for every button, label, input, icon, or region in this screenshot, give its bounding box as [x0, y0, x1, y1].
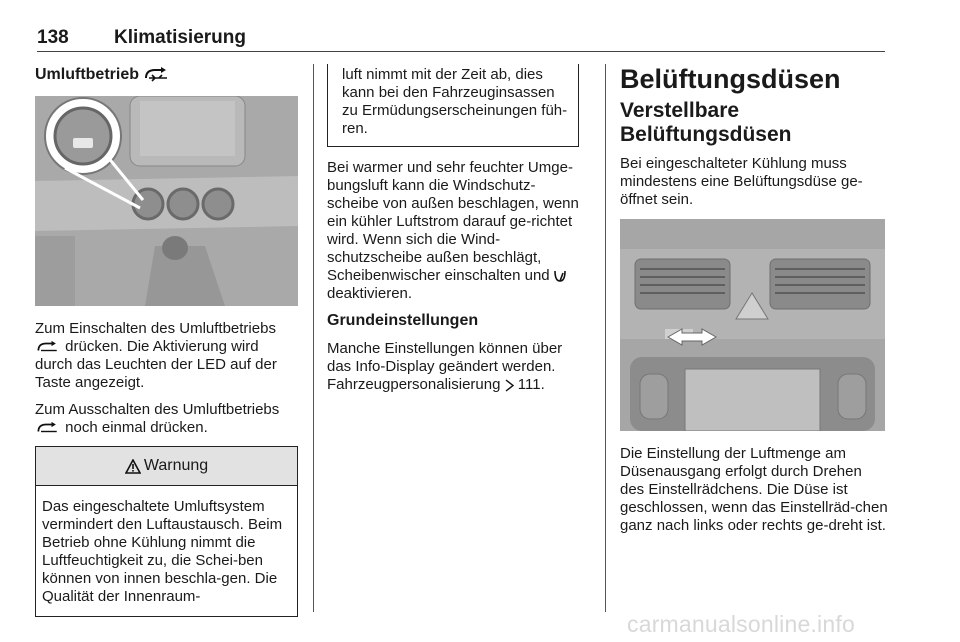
column-1 [35, 60, 298, 617]
warning-body: Das eingeschaltete Umluftsystem vermindert den Luftaustausch. Beim Betrieb ohne Kühlung nimmt die Luftfeuchtigkeit zu, die Schei-ben können von innen beschla-gen. Die Qualität der Innenraum- [42, 498, 283, 605]
recirculation-icon [35, 340, 61, 354]
paragraph: Bei warmer und sehr feuchter Umge-bungsluft kann die Windschutz-scheibe von außen beschlagen, wenn ein kühler Luftstrom darauf ge-richtet wird. Wenn sich die Wind-schutzscheibe außen beschlägt, Scheibenwischer einschalten und deaktivieren. [327, 159, 579, 302]
air-vents-illustration [620, 219, 885, 431]
paragraph: Zum Einschalten des Umluftbetriebs drücken. Die Aktivierung wird durch das Leuchten der LED auf der Taste angezeigt. [35, 320, 277, 391]
page-header [37, 27, 885, 52]
subsection-title: Verstellbare Belüftungsdüsen [620, 99, 792, 146]
section-heading-basic-settings: Grundeinstellungen [327, 312, 479, 329]
column-3 [620, 64, 888, 544]
column-divider [313, 64, 314, 612]
center-console-illustration [35, 96, 298, 306]
column-2 [327, 64, 579, 403]
page-number: 138 [37, 27, 69, 48]
paragraph: Manche Einstellungen können über das Info-Display geändert werden. Fahrzeugpersonalisierung 111. [327, 340, 563, 393]
air-vents-photo [620, 219, 885, 431]
page-reference-arrow-icon [505, 379, 514, 392]
paragraph: Die Einstellung der Luftmenge am Düsenausgang erfolgt durch Drehen des Einstellrädchens. Die Düse ist geschlossen, wenn das Einstellräd-chen ganz nach links oder rechts ge-dreht ist. [620, 445, 888, 534]
dashboard-controls-photo [35, 96, 298, 306]
windscreen-wiper-icon [554, 269, 566, 283]
warning-box [35, 446, 298, 617]
recirculation-icon [35, 421, 61, 435]
watermark: carmanualsonline.info [627, 611, 855, 637]
column-divider [605, 64, 606, 612]
section-title: Belüftungsdüsen [620, 64, 841, 94]
warning-title: Warnung [143, 457, 209, 474]
recirculation-icon [143, 66, 171, 82]
section-heading-recirculation: Umluftbetrieb [35, 66, 298, 84]
warning-triangle-icon [125, 459, 141, 474]
warning-box-continued: luft nimmt mit der Zeit ab, dies kann bei den Fahrzeuginsassen zu Ermüdungserscheinungen füh-ren. [327, 64, 579, 147]
warning-header [36, 447, 297, 486]
paragraph: Zum Ausschalten des Umluftbetriebs noch einmal drücken. [35, 401, 280, 436]
paragraph: Bei eingeschalteter Kühlung muss mindestens eine Belüftungsdüse ge-öffnet sein. [620, 155, 863, 208]
page-reference-link[interactable]: 111. [517, 376, 545, 393]
chapter-title: Klimatisierung [114, 27, 246, 48]
